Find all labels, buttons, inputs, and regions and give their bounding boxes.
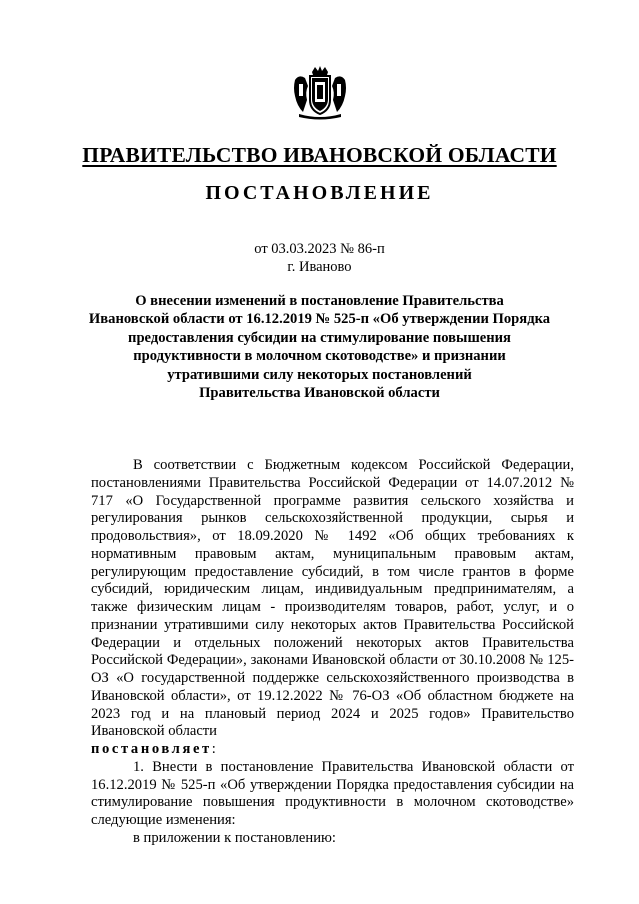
decree-word: постановляет — [91, 741, 212, 757]
title-line: продуктивности в молочном скотоводстве» и признании — [133, 348, 506, 365]
decree-line — [91, 741, 574, 759]
item-1-paragraph: 1. Внести в постановление Правительства Ивановской области от 16.12.2019 № 525-п «Об утверждении Порядка предоставления субсидии на стимулирование повышения продуктивности в молочном скотоводстве» следующие изменения: — [91, 758, 574, 828]
document-title — [80, 292, 559, 402]
title-line: Ивановской области от 16.12.2019 № 525-п «Об утверждении Порядка — [88, 311, 551, 328]
document-type: ПОСТАНОВЛЕНИЕ — [205, 182, 434, 204]
title-line: предоставления субсидии на стимулирование повышения — [128, 329, 511, 346]
title-line: утратившими силу некоторых постановлений — [167, 366, 472, 383]
title-line: Правительства Ивановской области — [199, 385, 440, 402]
city: г. Иваново — [287, 259, 352, 275]
decree-colon: : — [211, 741, 216, 757]
preamble-text: В соответствии с Бюджетным кодексом Российской Федерации, постановлениями Правительства Российской Федерации от 14.07.2012 № 717 «О Государственной программе развития сельского хозяйства и регулирования рынков сельскохозяйственной продукции, сырья и продовольствия», от 18.09.2020 № 1492 «Об общих требованиях к нормативным правовым актам, муниципальным правовым актам, регулирующим предоставление субсидий, в том числе грантов в форме субсидий, юридическим лицам, индивидуальным предпринимателям, а также физическим лицам - производителям товаров, работ, услуг, и о признании утратившими силу некоторых актов Правительства Российской Федерации и отдельных положений некоторых актов Правительства Российской Федерации», законами Ивановской области от 30.10.2008 № 125-ОЗ «О государственной поддержке сельскохозяйственного производства в Ивановской области», от 19.12.2022 № 76-ОЗ «Об областном бюджете на 2023 год и на плановый период 2024 и 2025 годов» Правительство Ивановской области — [91, 457, 574, 740]
date-and-location — [0, 240, 639, 276]
coat-of-arms-emblem — [291, 66, 349, 120]
date-number: от 03.03.2023 № 86-п — [254, 241, 385, 257]
document-body — [91, 457, 574, 848]
preamble-paragraph — [91, 457, 574, 741]
organization-name: ПРАВИТЕЛЬСТВО ИВАНОВСКОЙ ОБЛАСТИ — [82, 143, 557, 167]
title-line: О внесении изменений в постановление Правительства — [135, 293, 504, 309]
annex-paragraph: в приложении к постановлению: — [133, 829, 336, 846]
